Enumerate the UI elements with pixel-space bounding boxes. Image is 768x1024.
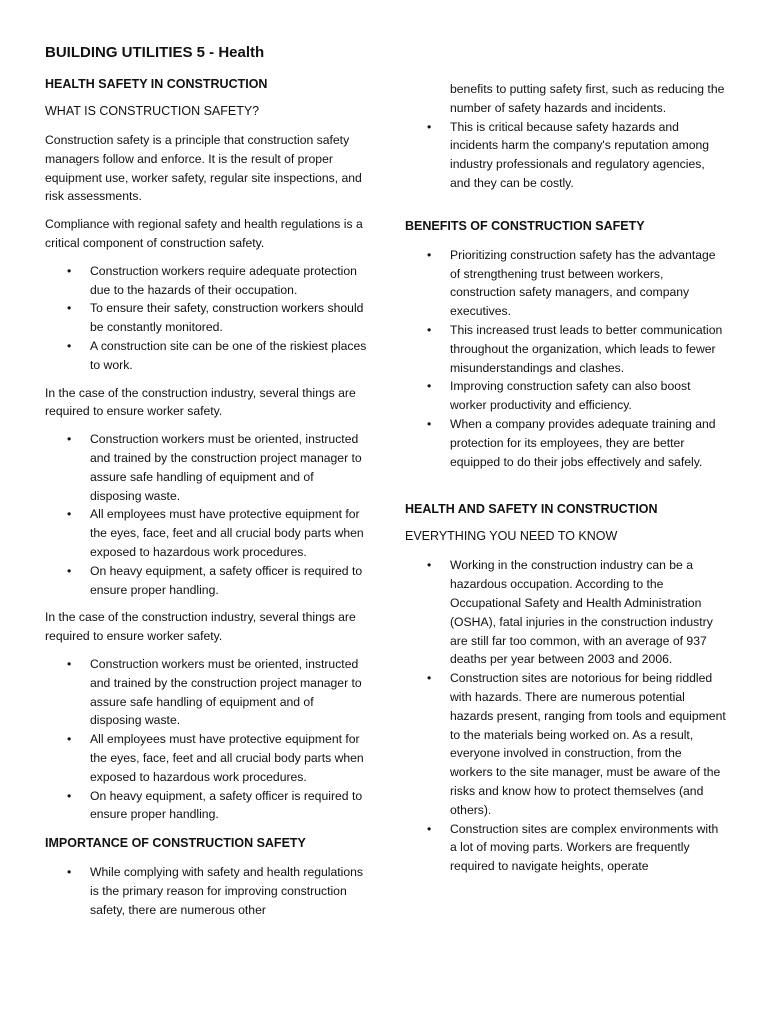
paragraph: In the case of the construction industry, several things are required to ensure worker safety. [45,385,356,419]
bullet-list [405,556,727,876]
list-item-text: When a company provides adequate training and protection for its employees, they are better equipped to do their jobs effectively and safely. [450,416,716,469]
right-column [405,80,727,885]
bullet-icon: • [67,432,72,447]
bullet-icon: • [67,507,72,522]
list-item [405,246,727,321]
list-item [45,505,367,561]
bullet-icon: • [427,416,432,431]
list-item-text: To ensure their safety, construction workers should be constantly monitored. [90,301,364,335]
bullet-list [45,655,367,824]
left-column [45,44,367,928]
list-item [45,262,367,300]
document-title: BUILDING UTILITIES 5 - Health [45,44,265,61]
list-item [405,377,727,415]
list-item-text: All employees must have protective equipment for the eyes, face, feet and all crucial body parts when exposed to hazardous work procedures. [90,507,364,559]
heading-importance: IMPORTANCE OF CONSTRUCTION SAFETY [45,836,306,851]
list-item [405,118,727,193]
bullet-list [405,246,727,472]
list-item [405,80,727,118]
spacer [405,480,727,502]
list-item [45,562,367,600]
bullet-icon: • [427,671,432,686]
list-item [405,556,727,669]
heading-health-safety: HEALTH SAFETY IN CONSTRUCTION [45,77,268,91]
list-item-text: Construction sites are complex environments with a lot of moving parts. Workers are frequently required to navigate heights, operate [450,821,719,874]
list-item-text: Improving construction safety can also boost worker productivity and efficiency. [450,379,691,413]
list-item-text: Construction workers require adequate protection due to the hazards of their occupation. [90,263,357,297]
list-item-text: benefits to putting safety first, such as reducing the number of safety hazards and incidents. [450,82,725,115]
bullet-list [45,262,367,375]
paragraph: Construction safety is a principle that construction safety managers follow and enforce. It is the result of proper equipment use, worker safety, regular site inspections, and risk assessments. [45,133,362,204]
bullet-icon: • [67,865,72,880]
paragraph: In the case of the construction industry, several things are required to ensure worker safety. [45,610,356,644]
list-item [45,337,367,375]
heading-benefits: BENEFITS OF CONSTRUCTION SAFETY [405,218,645,233]
bullet-icon: • [67,338,72,353]
list-item-text: All employees must have protective equipment for the eyes, face, feet and all crucial body parts when exposed to hazardous work procedures. [90,732,364,784]
list-item [405,321,727,377]
list-item [45,430,367,505]
list-item-text: This is critical because safety hazards and incidents harm the company's reputation among industry professionals and regulatory agencies, and they can be costly. [450,119,710,190]
list-item [45,299,367,337]
list-item [405,415,727,471]
list-item-text: Construction sites are notorious for being riddled with hazards. There are numerous potential hazards present, ranging from tools and equipment to the materials being worked on. As a result, everyone involved in construction, from the workers to the site manager, must be aware of the risks and know how to protect themselves (and others). [450,671,726,817]
bullet-icon: • [427,119,432,134]
list-item-text: A construction site can be one of the riskiest places to work. [90,338,367,372]
bullet-icon: • [427,558,432,573]
bullet-icon: • [427,322,432,337]
list-item [45,730,367,786]
heading-health-and-safety: HEALTH AND SAFETY IN CONSTRUCTION [405,502,658,517]
bullet-list [45,430,367,599]
bullet-icon: • [427,247,432,262]
list-item [45,787,367,825]
list-item-text: This increased trust leads to better communication throughout the organization, which leads to fewer misunderstandings and clashes. [450,322,723,375]
list-item-text: Prioritizing construction safety has the advantage of strengthening trust between workers, construction safety managers, and company executives. [450,247,716,319]
bullet-icon: • [67,563,72,578]
list-item [45,863,367,919]
bullet-icon: • [427,821,432,836]
list-item-text: On heavy equipment, a safety officer is required to ensure proper handling. [90,563,363,597]
list-item-text: While complying with safety and health regulations is the primary reason for improving construction safety, there are numerous other [90,865,364,917]
list-item-text: Construction workers must be oriented, instructed and trained by the construction project manager to assure safe handling of equipment and of disposing waste. [90,656,362,728]
list-item [45,655,367,730]
paragraph: Compliance with regional safety and health regulations is a critical component of construction safety. [45,217,363,250]
list-item [405,669,727,819]
subheading-everything: EVERYTHING YOU NEED TO KNOW [405,529,618,544]
list-item-text: Working in the construction industry can be a hazardous occupation. According to the Occupational Safety and Health Administration (OSHA), fatal injuries in the construction industry are still far too common, with an average of 937 deaths per year between 2003 and 2006. [450,558,713,667]
bullet-icon: • [67,263,72,278]
bullet-list [45,863,367,919]
bullet-icon: • [67,656,72,671]
list-item-text: On heavy equipment, a safety officer is required to ensure proper handling. [90,788,363,822]
subheading-what-is: WHAT IS CONSTRUCTION SAFETY? [45,104,260,118]
bullet-icon: • [67,732,72,747]
bullet-icon: • [67,301,72,316]
list-item [405,820,727,876]
bullet-list-continued [405,80,727,193]
bullet-icon: • [427,379,432,394]
list-item-text: Construction workers must be oriented, instructed and trained by the construction project manager to assure safe handling of equipment and of disposing waste. [90,432,362,503]
bullet-icon: • [67,788,72,803]
